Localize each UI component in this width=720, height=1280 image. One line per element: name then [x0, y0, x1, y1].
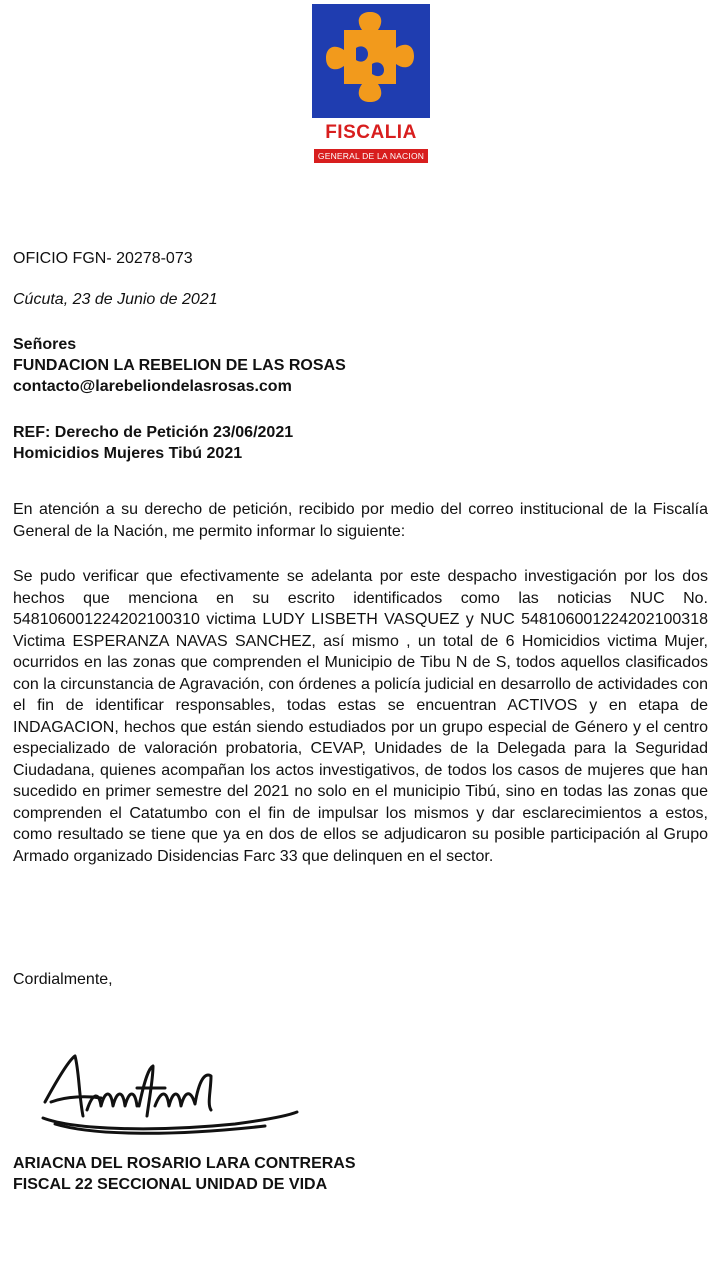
- closing: Cordialmente,: [13, 971, 113, 988]
- recipient-salutation: Señores: [13, 336, 77, 353]
- fiscalia-logo: [310, 4, 432, 162]
- handwritten-signature: [35, 1040, 305, 1140]
- paragraph-intro: En atención a su derecho de petición, recibido por medio del correo institucional de la Fiscalía General de la Nación, me permito informar lo siguiente:: [13, 501, 708, 540]
- ref-topic: Homicidios Mujeres Tibú 2021: [13, 445, 243, 462]
- puzzle-piece-icon: [312, 4, 430, 118]
- signatory-title: FISCAL 22 SECCIONAL UNIDAD DE VIDA: [13, 1176, 328, 1193]
- place-date: Cúcuta, 23 de Junio de 2021: [13, 291, 218, 308]
- recipient-name: FUNDACION LA REBELION DE LAS ROSAS: [13, 357, 346, 374]
- paragraph-body: Se pudo verificar que efectivamente se adelanta por este despacho investigación por los dos hechos que menciona en su escrito identificados como las noticias NUC No. 548106001224202100310 victima LUDY LISBETH VASQUEZ y NUC 548106001224202100318 Victima ESPERANZA NAVAS SANCHEZ, así mismo , un total de 6 Homicidios victima Mujer, ocurridos en las zonas que comprenden el Municipio de Tibu N de S, todos aquellos clasificados con la circunstancia de Agravación, con órdenes a policía judicial en desarrollo de actividades con el fin de identificar responsables, todas estas se encuentran ACTIVOS y en etapa de INDAGACION, hechos que están siendo estudiados por un grupo especial de Género y el centro especializado de valoración probatoria, CEVAP, Unidades de la Delegada para la Seguridad Ciudadana, quienes acompañan los actos investigativos, de todos los casos de mujeres que han sucedido en primer semestre del 2021 no solo en el municipio Tibú, sino en todas las zonas que comprenden el Catatumbo con el fin de impulsar los mismos y dar esclarecimientos a estos, como resultado se tiene que ya en dos de ellos se adjudicaron su posible participación al Grupo Armado organizado Disidencias Farc 33 que delinquen en el sector.: [13, 568, 708, 865]
- recipient-email: contacto@larebeliondelasrosas.com: [13, 378, 292, 395]
- signatory-name: ARIACNA DEL ROSARIO LARA CONTRERAS: [13, 1155, 356, 1172]
- reference-number: OFICIO FGN- 20278-073: [13, 250, 193, 267]
- ref-subject: REF: Derecho de Petición 23/06/2021: [13, 424, 294, 441]
- logo-subtitle: GENERAL DE LA NACION: [314, 149, 428, 163]
- logo-wordmark: FISCALIA: [325, 122, 417, 143]
